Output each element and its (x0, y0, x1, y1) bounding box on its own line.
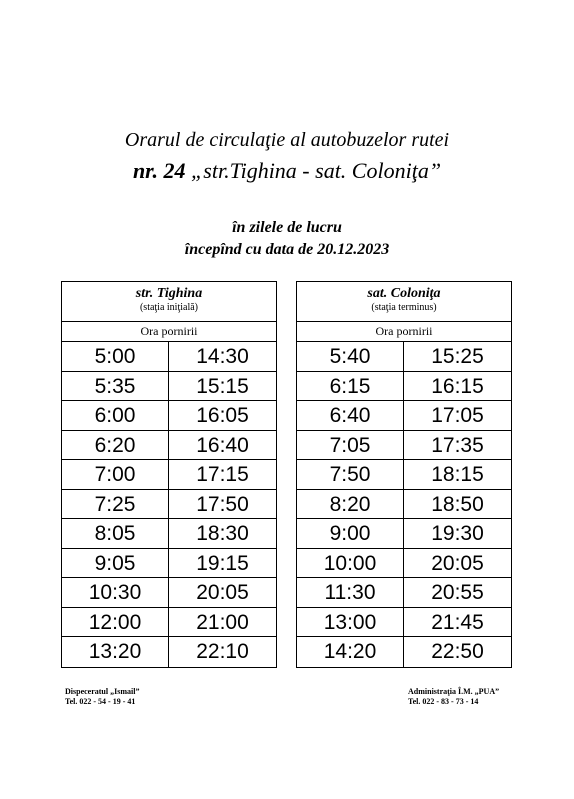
time-cell: 11:30 (297, 578, 404, 607)
time-rows (297, 342, 511, 667)
table-header (297, 282, 511, 322)
time-cell: 14:20 (297, 637, 404, 667)
dispatcher-name: Dispeceratul „Ismail” (65, 687, 140, 696)
time-cell: 6:00 (62, 401, 169, 430)
table-row (62, 342, 276, 372)
time-cell: 9:05 (62, 549, 169, 578)
timetable-sat-colonita (296, 281, 512, 668)
time-cell: 15:25 (431, 345, 484, 368)
table-row (297, 431, 511, 461)
administration-contact (408, 687, 499, 707)
time-cell: 14:30 (196, 345, 249, 368)
time-cell: 7:50 (297, 460, 404, 489)
administration-name: Administraţia Î.M. „PUA” (408, 687, 500, 696)
time-cell: 18:15 (431, 463, 484, 486)
table-row (297, 637, 511, 667)
date-subtitle: începînd cu data de 20.12.2023 (184, 241, 390, 258)
departure-time-header: Ora pornirii (62, 322, 276, 342)
time-cell: 20:55 (431, 581, 484, 604)
table-row (62, 578, 276, 608)
time-cell: 21:45 (431, 610, 484, 634)
administration-phone: Tel. 022 - 83 - 73 - 14 (408, 697, 479, 706)
time-cell: 16:05 (196, 404, 249, 427)
schedule-title: Orarul de circulaţie al autobuzelor rutei (124, 129, 450, 151)
time-rows (62, 342, 276, 667)
time-cell: 5:40 (297, 342, 404, 371)
time-cell: 21:00 (196, 610, 249, 634)
time-cell: 12:00 (62, 608, 169, 637)
table-row (297, 342, 511, 372)
time-cell: 5:35 (62, 372, 169, 401)
time-cell: 16:15 (431, 374, 484, 398)
table-row (297, 578, 511, 608)
time-cell: 20:05 (196, 581, 249, 604)
route-number: nr. 24 (132, 158, 186, 183)
time-cell: 22:10 (196, 640, 249, 663)
table-row (297, 608, 511, 638)
dispatcher-phone: Tel. 022 - 54 - 19 - 41 (65, 697, 136, 706)
time-cell: 5:00 (62, 342, 169, 371)
table-row (297, 372, 511, 402)
time-cell: 22:50 (431, 640, 484, 663)
table-row (62, 401, 276, 431)
time-cell: 17:50 (196, 492, 249, 516)
table-row (62, 490, 276, 520)
time-cell: 18:30 (196, 522, 249, 545)
days-subtitle: în zilele de lucru (232, 219, 342, 236)
route-name: „str.Tighina - sat. Coloniţa” (191, 158, 442, 183)
time-cell: 16:40 (196, 433, 249, 457)
time-cell: 20:05 (431, 551, 484, 575)
time-cell: 7:00 (62, 460, 169, 489)
time-cell: 19:30 (431, 522, 484, 545)
departure-time-header: Ora pornirii (297, 322, 511, 342)
time-cell: 7:25 (62, 490, 169, 519)
table-row (62, 637, 276, 667)
table-row (62, 519, 276, 549)
table-row (62, 431, 276, 461)
time-cell: 6:15 (297, 372, 404, 401)
time-cell: 9:00 (297, 519, 404, 548)
table-row (297, 460, 511, 490)
time-cell: 19:15 (196, 551, 249, 575)
timetable-str-tighina (61, 281, 277, 668)
time-cell: 6:40 (297, 401, 404, 430)
time-cell: 15:15 (196, 374, 249, 398)
stop-name: sat. Coloniţa (367, 286, 441, 301)
table-row (62, 372, 276, 402)
time-cell: 17:05 (431, 404, 484, 427)
table-header (62, 282, 276, 322)
time-cell: 17:15 (196, 463, 249, 486)
time-cell: 6:20 (62, 431, 169, 460)
time-cell: 17:35 (431, 433, 484, 457)
time-cell: 13:20 (62, 637, 169, 667)
table-row (297, 490, 511, 520)
stop-type: (staţia iniţială) (139, 302, 199, 313)
table-row (297, 401, 511, 431)
time-cell: 8:20 (297, 490, 404, 519)
time-cell: 8:05 (62, 519, 169, 548)
table-row (62, 608, 276, 638)
route-title (0, 157, 574, 185)
time-cell: 10:30 (62, 578, 169, 607)
time-cell: 7:05 (297, 431, 404, 460)
dispatcher-contact (65, 687, 139, 707)
stop-name: str. Tighina (135, 286, 203, 301)
time-cell: 13:00 (297, 608, 404, 637)
table-row (62, 549, 276, 579)
time-cell: 18:50 (431, 492, 484, 516)
table-row (297, 519, 511, 549)
table-row (62, 460, 276, 490)
stop-type: (staţia terminus) (371, 302, 437, 313)
time-cell: 10:00 (297, 549, 404, 578)
table-row (297, 549, 511, 579)
